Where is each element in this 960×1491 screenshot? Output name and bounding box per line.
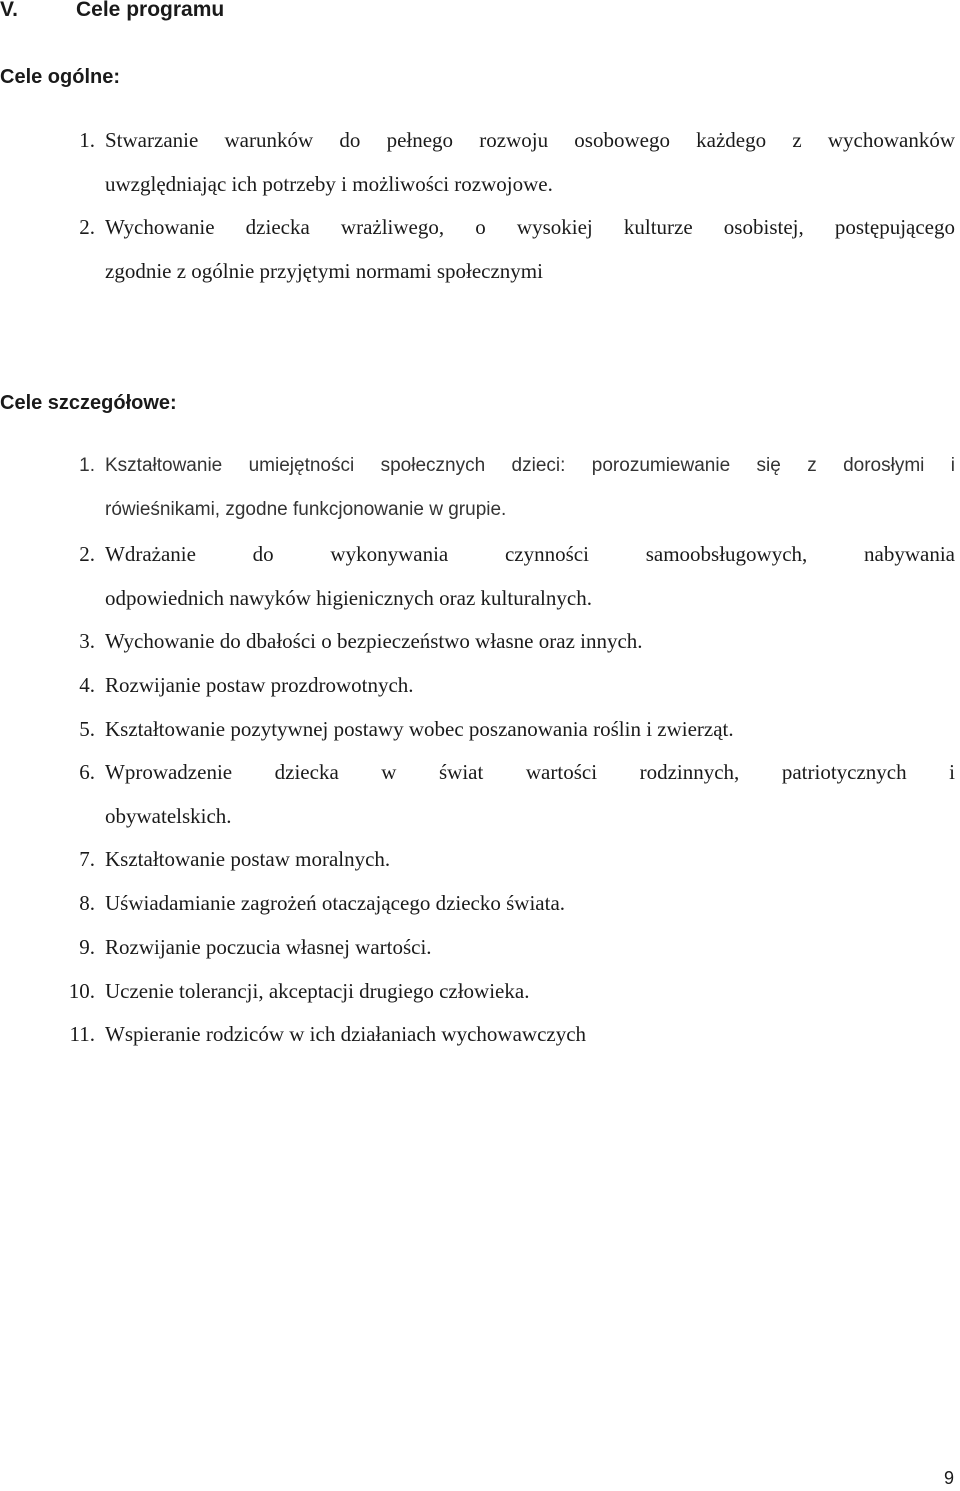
item-line: odpowiednich nawyków higienicznych oraz kulturalnych. — [105, 586, 592, 610]
item-line: obywatelskich. — [105, 804, 232, 828]
item-line: Uczenie tolerancji, akceptacji drugiego człowieka. — [105, 979, 530, 1003]
item-number: 2. — [79, 215, 95, 239]
item-line: Wychowanie do dbałości o bezpieczeństwo własne oraz innych. — [105, 629, 643, 653]
item-number: 3. — [79, 629, 95, 653]
item-line: Uświadamianie zagrożeń otaczającego dziecko świata. — [105, 891, 566, 915]
item-number: 9. — [79, 935, 95, 959]
item-line: Rozwijanie poczucia własnej wartości. — [105, 935, 432, 959]
item-number: 6. — [79, 760, 95, 784]
item-line: Kształtowanie umiejętności społecznych dzieci: porozumiewanie się z dorosłymi i — [105, 455, 955, 476]
detailed-goals-heading: Cele szczegółowe: — [0, 392, 177, 414]
item-line: zgodnie z ogólnie przyjętymi normami społecznymi — [105, 259, 543, 283]
section-heading — [0, 0, 224, 22]
section-title: Cele programu — [76, 0, 225, 21]
item-line: rówieśnikami, zgodne funkcjonowanie w grupie. — [105, 499, 507, 520]
item-line: Wspieranie rodziców w ich działaniach wychowawczych — [105, 1022, 587, 1046]
item-line: uwzględniając ich potrzeby i możliwości rozwojowe. — [105, 172, 553, 196]
item-number: 7. — [79, 847, 95, 871]
page-number: 9 — [943, 1468, 954, 1488]
item-line: Wprowadzenie dziecka w świat wartości rodzinnych, patriotycznych i — [105, 760, 955, 784]
item-number: 8. — [79, 891, 95, 915]
section-number: V. — [0, 0, 18, 21]
item-number: 11. — [69, 1022, 95, 1046]
item-number: 5. — [79, 717, 95, 741]
item-number: 2. — [79, 542, 95, 566]
general-goals-heading: Cele ogólne: — [0, 66, 121, 88]
item-number: 4. — [79, 673, 95, 697]
item-line: Rozwijanie postaw prozdrowotnych. — [105, 673, 414, 697]
item-number: 1. — [79, 455, 95, 476]
item-number: 10. — [68, 979, 95, 1003]
item-line: Wychowanie dziecka wrażliwego, o wysokiej kulturze osobistej, postępującego — [105, 215, 955, 239]
item-number: 1. — [79, 128, 95, 152]
item-line: Kształtowanie pozytywnej postawy wobec poszanowania roślin i zwierząt. — [105, 717, 734, 741]
item-line: Wdrażanie do wykonywania czynności samoobsługowych, nabywania — [105, 542, 955, 566]
item-line: Kształtowanie postaw moralnych. — [105, 847, 391, 871]
item-line: Stwarzanie warunków do pełnego rozwoju osobowego każdego z wychowanków — [105, 128, 955, 152]
